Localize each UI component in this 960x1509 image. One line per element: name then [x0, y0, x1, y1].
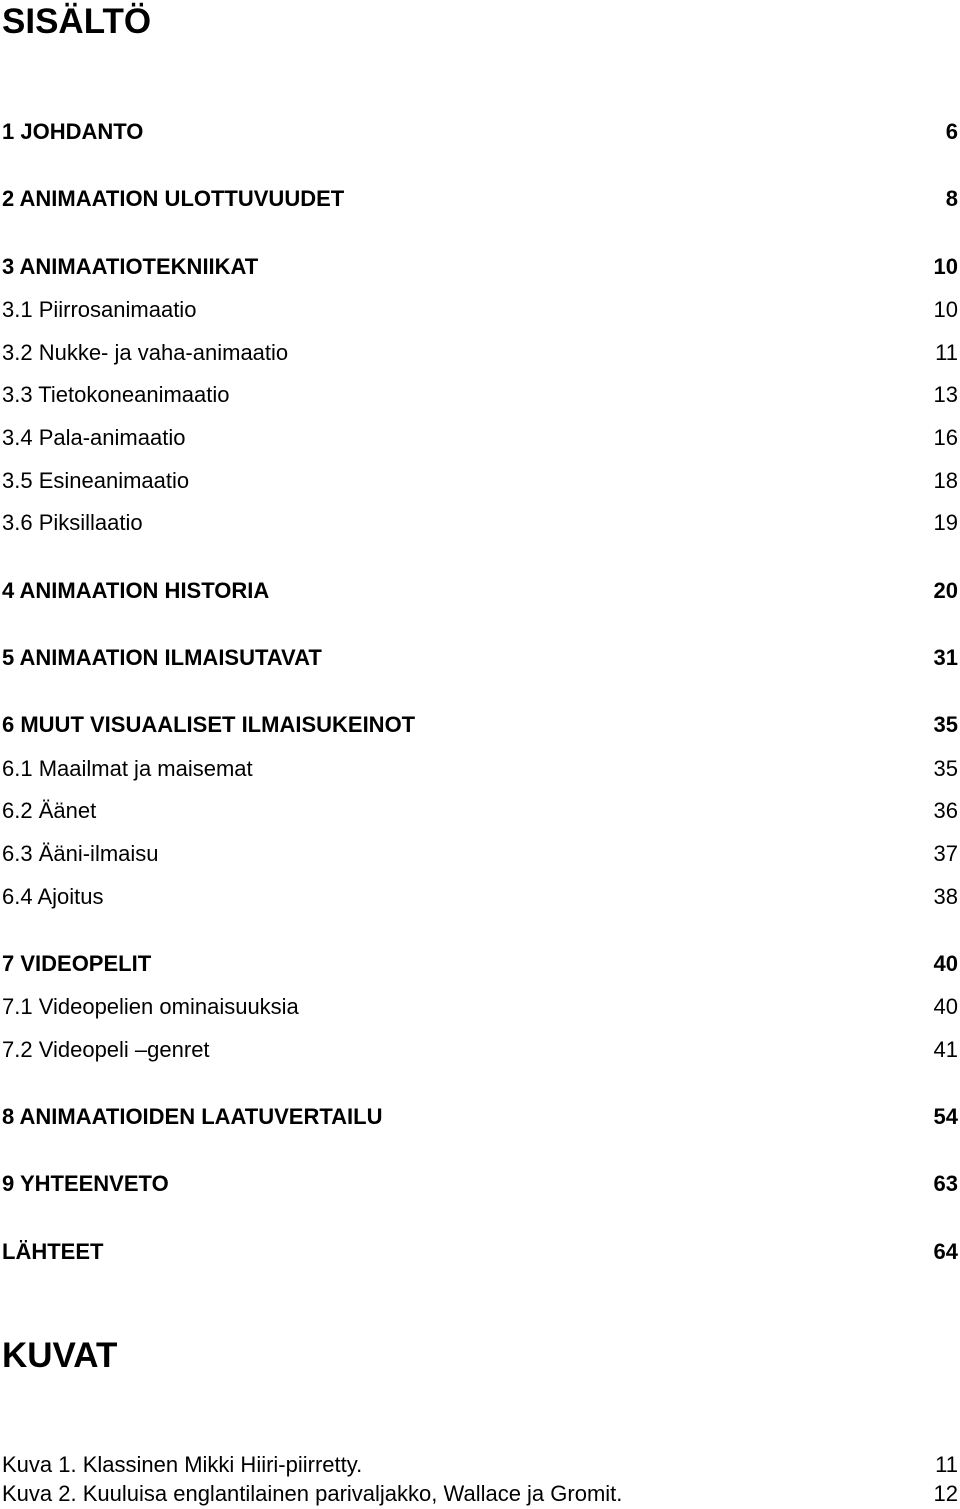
toc-entry-label: 7.1 Videopelien ominaisuuksia — [2, 994, 299, 1019]
contents-title: SISÄLTÖ — [2, 2, 152, 41]
figure-entry-page: 12 — [933, 1481, 958, 1506]
toc-entry-videopeli-genret — [2, 1036, 958, 1064]
toc-entry-page: 36 — [933, 798, 958, 823]
toc-entry-muut-visuaaliset-ilmaisukeinot — [2, 711, 958, 739]
toc-entry-label: 1 JOHDANTO — [2, 119, 144, 144]
toc-entry-videopelien-ominaisuuksia — [2, 993, 958, 1021]
toc-entry-label: 2 ANIMAATION ULOTTUVUUDET — [2, 186, 345, 211]
toc-entry-johdanto — [2, 118, 958, 146]
toc-entry-page: 11 — [935, 340, 958, 365]
toc-entry-label: 7 VIDEOPELIT — [2, 951, 152, 976]
toc-entry-label: 3.2 Nukke- ja vaha-animaatio — [2, 340, 289, 365]
figure-entry-label: Kuva 2. Kuuluisa englantilainen parivaljakko, Wallace ja Gromit. — [2, 1481, 623, 1506]
toc-entry-page: 63 — [933, 1171, 958, 1196]
toc-entry-animaation-historia — [2, 577, 958, 605]
toc-entry-aani-ilmaisu — [2, 840, 958, 868]
toc-entry-page: 10 — [933, 297, 958, 322]
toc-entry-piksillaatio — [2, 509, 958, 537]
toc-entry-label: 4 ANIMAATION HISTORIA — [2, 578, 270, 603]
toc-entry-nukke-ja-vaha-animaatio — [2, 339, 958, 367]
figure-entry-kuva-2 — [2, 1480, 958, 1508]
toc-entry-label: 5 ANIMAATION ILMAISUTAVAT — [2, 645, 322, 670]
toc-entry-ajoitus — [2, 883, 958, 911]
toc-entry-piirrosanimaatio — [2, 296, 958, 324]
toc-entry-page: 10 — [933, 254, 958, 279]
toc-entry-page: 18 — [933, 468, 958, 493]
toc-entry-label: 6.3 Ääni-ilmaisu — [2, 841, 159, 866]
toc-entry-label: 3.6 Piksillaatio — [2, 510, 143, 535]
toc-entry-page: 6 — [945, 119, 958, 144]
toc-entry-aanet — [2, 797, 958, 825]
toc-entry-label: 6.2 Äänet — [2, 798, 97, 823]
toc-entry-yhteenveto — [2, 1170, 958, 1198]
toc-entry-page: 40 — [933, 951, 958, 976]
toc-entry-page: 40 — [933, 994, 958, 1019]
toc-entry-label: 7.2 Videopeli –genret — [2, 1037, 210, 1062]
toc-entry-label: 3.5 Esineanimaatio — [2, 468, 190, 493]
toc-entry-animaation-ilmaisutavat — [2, 644, 958, 672]
toc-entry-label: 3.3 Tietokoneanimaatio — [2, 382, 230, 407]
toc-entry-maailmat-ja-maisemat — [2, 755, 958, 783]
toc-entry-esineanimaatio — [2, 467, 958, 495]
figures-title: KUVAT — [2, 1336, 118, 1375]
toc-entry-label: 6.4 Ajoitus — [2, 884, 104, 909]
toc-entry-page: 31 — [933, 645, 958, 670]
toc-entry-label: LÄHTEET — [2, 1239, 104, 1264]
figure-entry-page: 11 — [935, 1452, 958, 1477]
toc-entry-page: 19 — [933, 510, 958, 535]
toc-entry-animaation-ulottuvuudet — [2, 185, 958, 213]
figure-entry-label: Kuva 1. Klassinen Mikki Hiiri-piirretty. — [2, 1452, 363, 1477]
toc-entry-page: 41 — [933, 1037, 958, 1062]
toc-entry-page: 16 — [933, 425, 958, 450]
toc-entry-page: 37 — [933, 841, 958, 866]
toc-entry-label: 3.1 Piirrosanimaatio — [2, 297, 197, 322]
toc-entry-page: 8 — [945, 186, 958, 211]
toc-entry-page: 64 — [933, 1239, 958, 1264]
figure-entry-kuva-1 — [2, 1451, 958, 1479]
toc-entry-tietokoneanimaatio — [2, 381, 958, 409]
toc-entry-page: 38 — [933, 884, 958, 909]
toc-entry-page: 13 — [933, 382, 958, 407]
toc-entry-videopelit — [2, 950, 958, 978]
toc-entry-label: 3 ANIMAATIOTEKNIIKAT — [2, 254, 259, 279]
toc-entry-label: 8 ANIMAATIOIDEN LAATUVERTAILU — [2, 1104, 383, 1129]
toc-entry-animaatiotekniikat — [2, 253, 958, 281]
toc-entry-animaatioiden-laatuvertailu — [2, 1103, 958, 1131]
toc-entry-label: 6 MUUT VISUAALISET ILMAISUKEINOT — [2, 712, 416, 737]
toc-entry-page: 54 — [933, 1104, 958, 1129]
toc-entry-label: 6.1 Maailmat ja maisemat — [2, 756, 253, 781]
toc-entry-label: 3.4 Pala-animaatio — [2, 425, 186, 450]
toc-entry-page: 35 — [933, 712, 958, 737]
toc-entry-pala-animaatio — [2, 424, 958, 452]
toc-entry-label: 9 YHTEENVETO — [2, 1171, 169, 1196]
toc-entry-page: 35 — [933, 756, 958, 781]
toc-entry-page: 20 — [933, 578, 958, 603]
toc-entry-lahteet — [2, 1238, 958, 1266]
